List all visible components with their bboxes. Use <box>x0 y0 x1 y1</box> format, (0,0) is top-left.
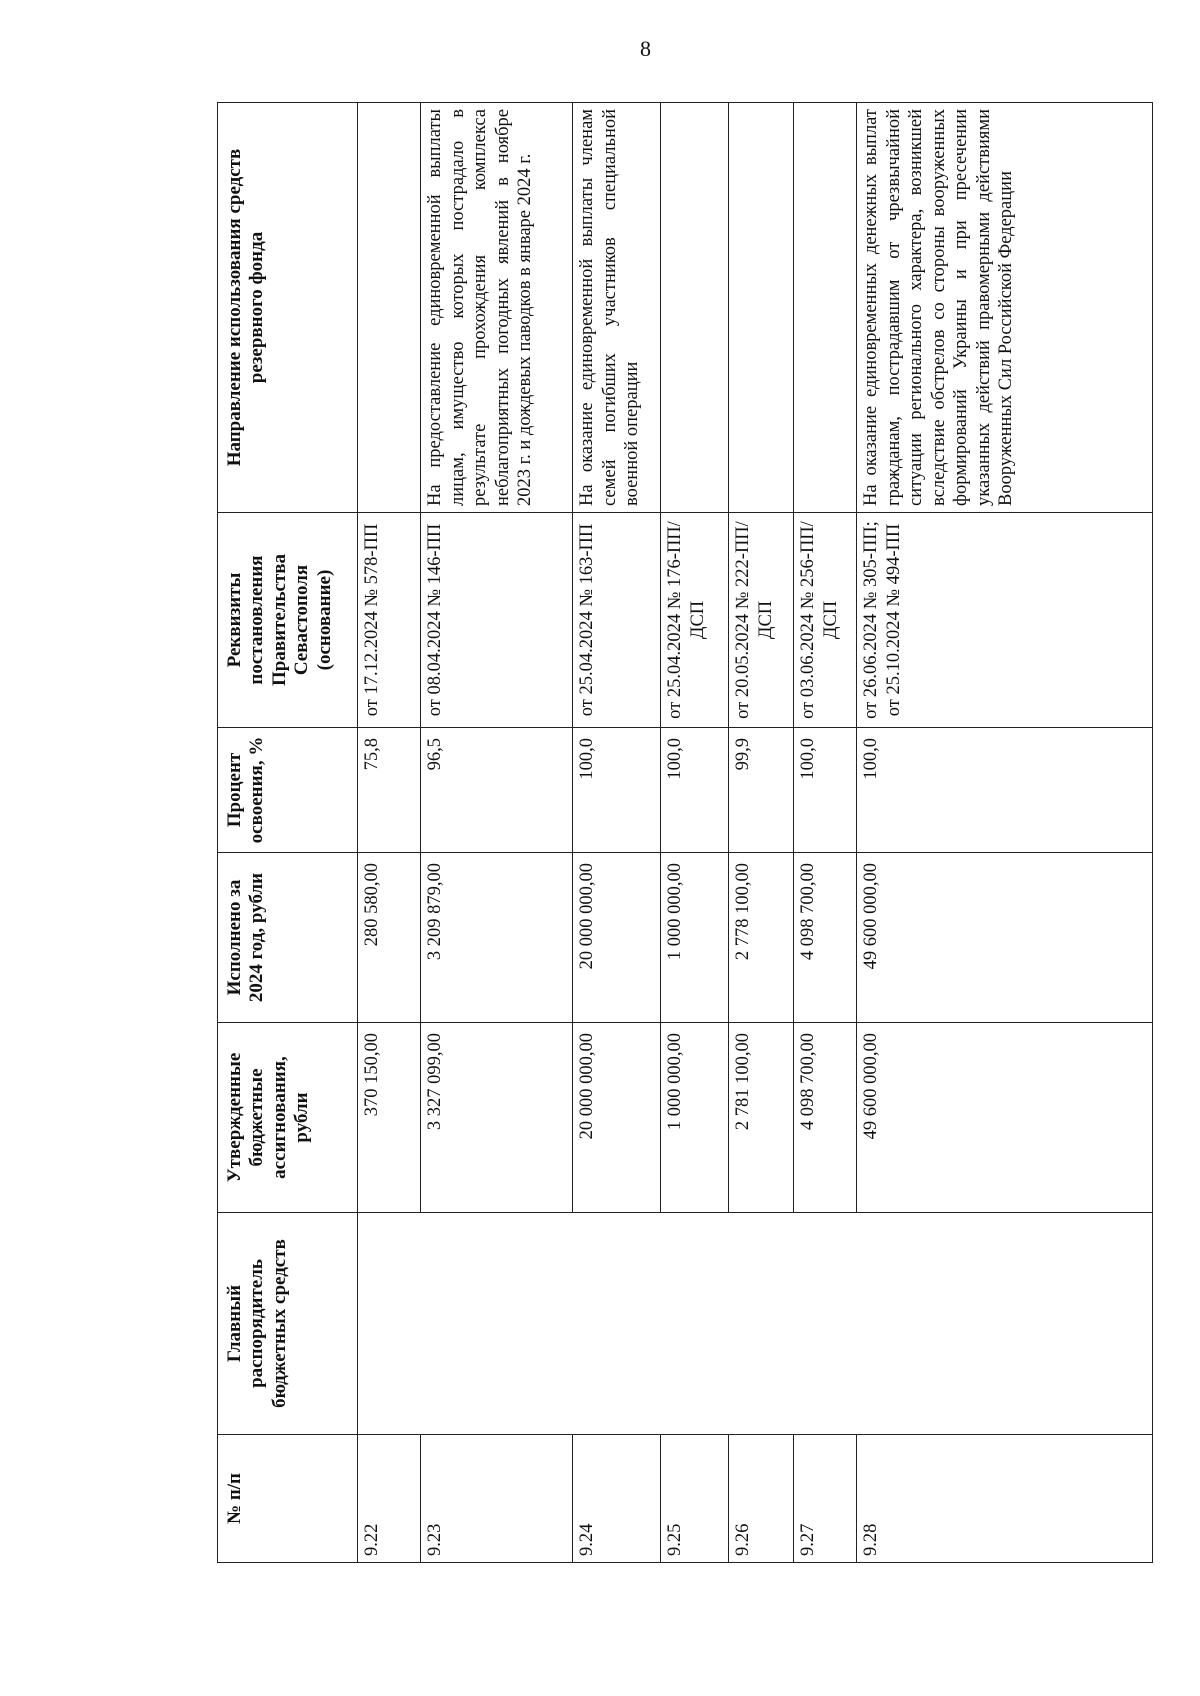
row-num: 9.25 <box>661 1435 729 1563</box>
header-purpose: Направление использования средств резервного фонда <box>218 103 358 513</box>
row-num: 9.24 <box>573 1435 661 1563</box>
row-decree: от 25.04.2024 № 176-ПП/ДСП <box>661 513 729 728</box>
row-approved: 20 000 000,00 <box>573 1023 661 1213</box>
row-approved: 3 327 099,00 <box>421 1023 573 1213</box>
row-decree: от 03.06.2024 № 256-ПП/ДСП <box>794 513 857 728</box>
row-manager <box>661 1213 729 1435</box>
row-decree: от 20.05.2024 № 222-ПП/ДСП <box>729 513 794 728</box>
row-approved: 49 600 000,00 <box>857 1023 1153 1213</box>
row-num: 9.27 <box>794 1435 857 1563</box>
row-percent: 96,5 <box>421 728 573 853</box>
row-manager <box>421 1213 573 1435</box>
table-row <box>729 103 794 1563</box>
row-manager <box>857 1213 1153 1435</box>
row-decree: от 08.04.2024 № 146-ПП <box>421 513 573 728</box>
row-percent: 100,0 <box>794 728 857 853</box>
row-approved: 4 098 700,00 <box>794 1023 857 1213</box>
row-decree: от 25.04.2024 № 163-ПП <box>573 513 661 728</box>
row-num: 9.22 <box>358 1435 421 1563</box>
table-row <box>573 103 661 1563</box>
row-approved: 1 000 000,00 <box>661 1023 729 1213</box>
row-percent: 100,0 <box>857 728 1153 853</box>
row-manager <box>794 1213 857 1435</box>
row-executed: 1 000 000,00 <box>661 853 729 1023</box>
row-percent: 100,0 <box>573 728 661 853</box>
row-executed: 2 778 100,00 <box>729 853 794 1023</box>
rotated-table-wrapper <box>217 103 1152 1563</box>
row-num: 9.28 <box>857 1435 1153 1563</box>
row-executed: 280 580,00 <box>358 853 421 1023</box>
reserve-fund-table <box>217 102 1153 1563</box>
row-manager <box>573 1213 661 1435</box>
table-row <box>857 103 1153 1563</box>
header-num: № п/п <box>218 1435 358 1563</box>
row-decree: от 26.06.2024 № 305-ПП; от 25.10.2024 № 494-ПП <box>857 513 1153 728</box>
row-executed: 4 098 700,00 <box>794 853 857 1023</box>
page-number: 8 <box>640 36 651 61</box>
row-num: 9.23 <box>421 1435 573 1563</box>
row-purpose <box>729 103 794 513</box>
table-header-row <box>218 103 358 1563</box>
row-percent: 75,8 <box>358 728 421 853</box>
row-percent: 99,9 <box>729 728 794 853</box>
row-approved: 2 781 100,00 <box>729 1023 794 1213</box>
table-row <box>794 103 857 1563</box>
row-executed: 49 600 000,00 <box>857 853 1153 1023</box>
table-row <box>358 103 421 1563</box>
row-purpose <box>794 103 857 513</box>
header-decree: Реквизиты постановления Правительства Севастополя (основание) <box>218 513 358 728</box>
header-manager: Главный распорядитель бюджетных средств <box>218 1213 358 1435</box>
row-purpose <box>358 103 421 513</box>
table-row <box>421 103 573 1563</box>
row-purpose: На предоставление единовременной выплаты лицам, имущество которых пострадало в результате прохождения комплекса неблагоприятных погодных явлений в ноябре 2023 г. и дождевых паводков в январе 2024 г. <box>421 103 573 513</box>
header-percent: Процент освоения, % <box>218 728 358 853</box>
row-approved: 370 150,00 <box>358 1023 421 1213</box>
row-executed: 20 000 000,00 <box>573 853 661 1023</box>
row-manager <box>358 1213 421 1435</box>
row-percent: 100,0 <box>661 728 729 853</box>
row-purpose: На оказание единовременной выплаты членам семей погибших участников специальной военной операции <box>573 103 661 513</box>
table-row <box>661 103 729 1563</box>
row-executed: 3 209 879,00 <box>421 853 573 1023</box>
row-purpose: На оказание единовременных денежных выплат гражданам, пострадавшим от чрезвычайной ситуации регионального характера, возникшей вследствие обстрелов со стороны вооруженных формирований Украины и при пресечении указанных действий правомерными действиями Вооруженных Сил Российской Федерации <box>857 103 1153 513</box>
row-purpose <box>661 103 729 513</box>
header-executed: Исполнено за 2024 год, рубли <box>218 853 358 1023</box>
row-num: 9.26 <box>729 1435 794 1563</box>
row-decree: от 17.12.2024 № 578-ПП <box>358 513 421 728</box>
header-approved: Утвержденные бюджетные ассигнования, рубли <box>218 1023 358 1213</box>
row-manager <box>729 1213 794 1435</box>
